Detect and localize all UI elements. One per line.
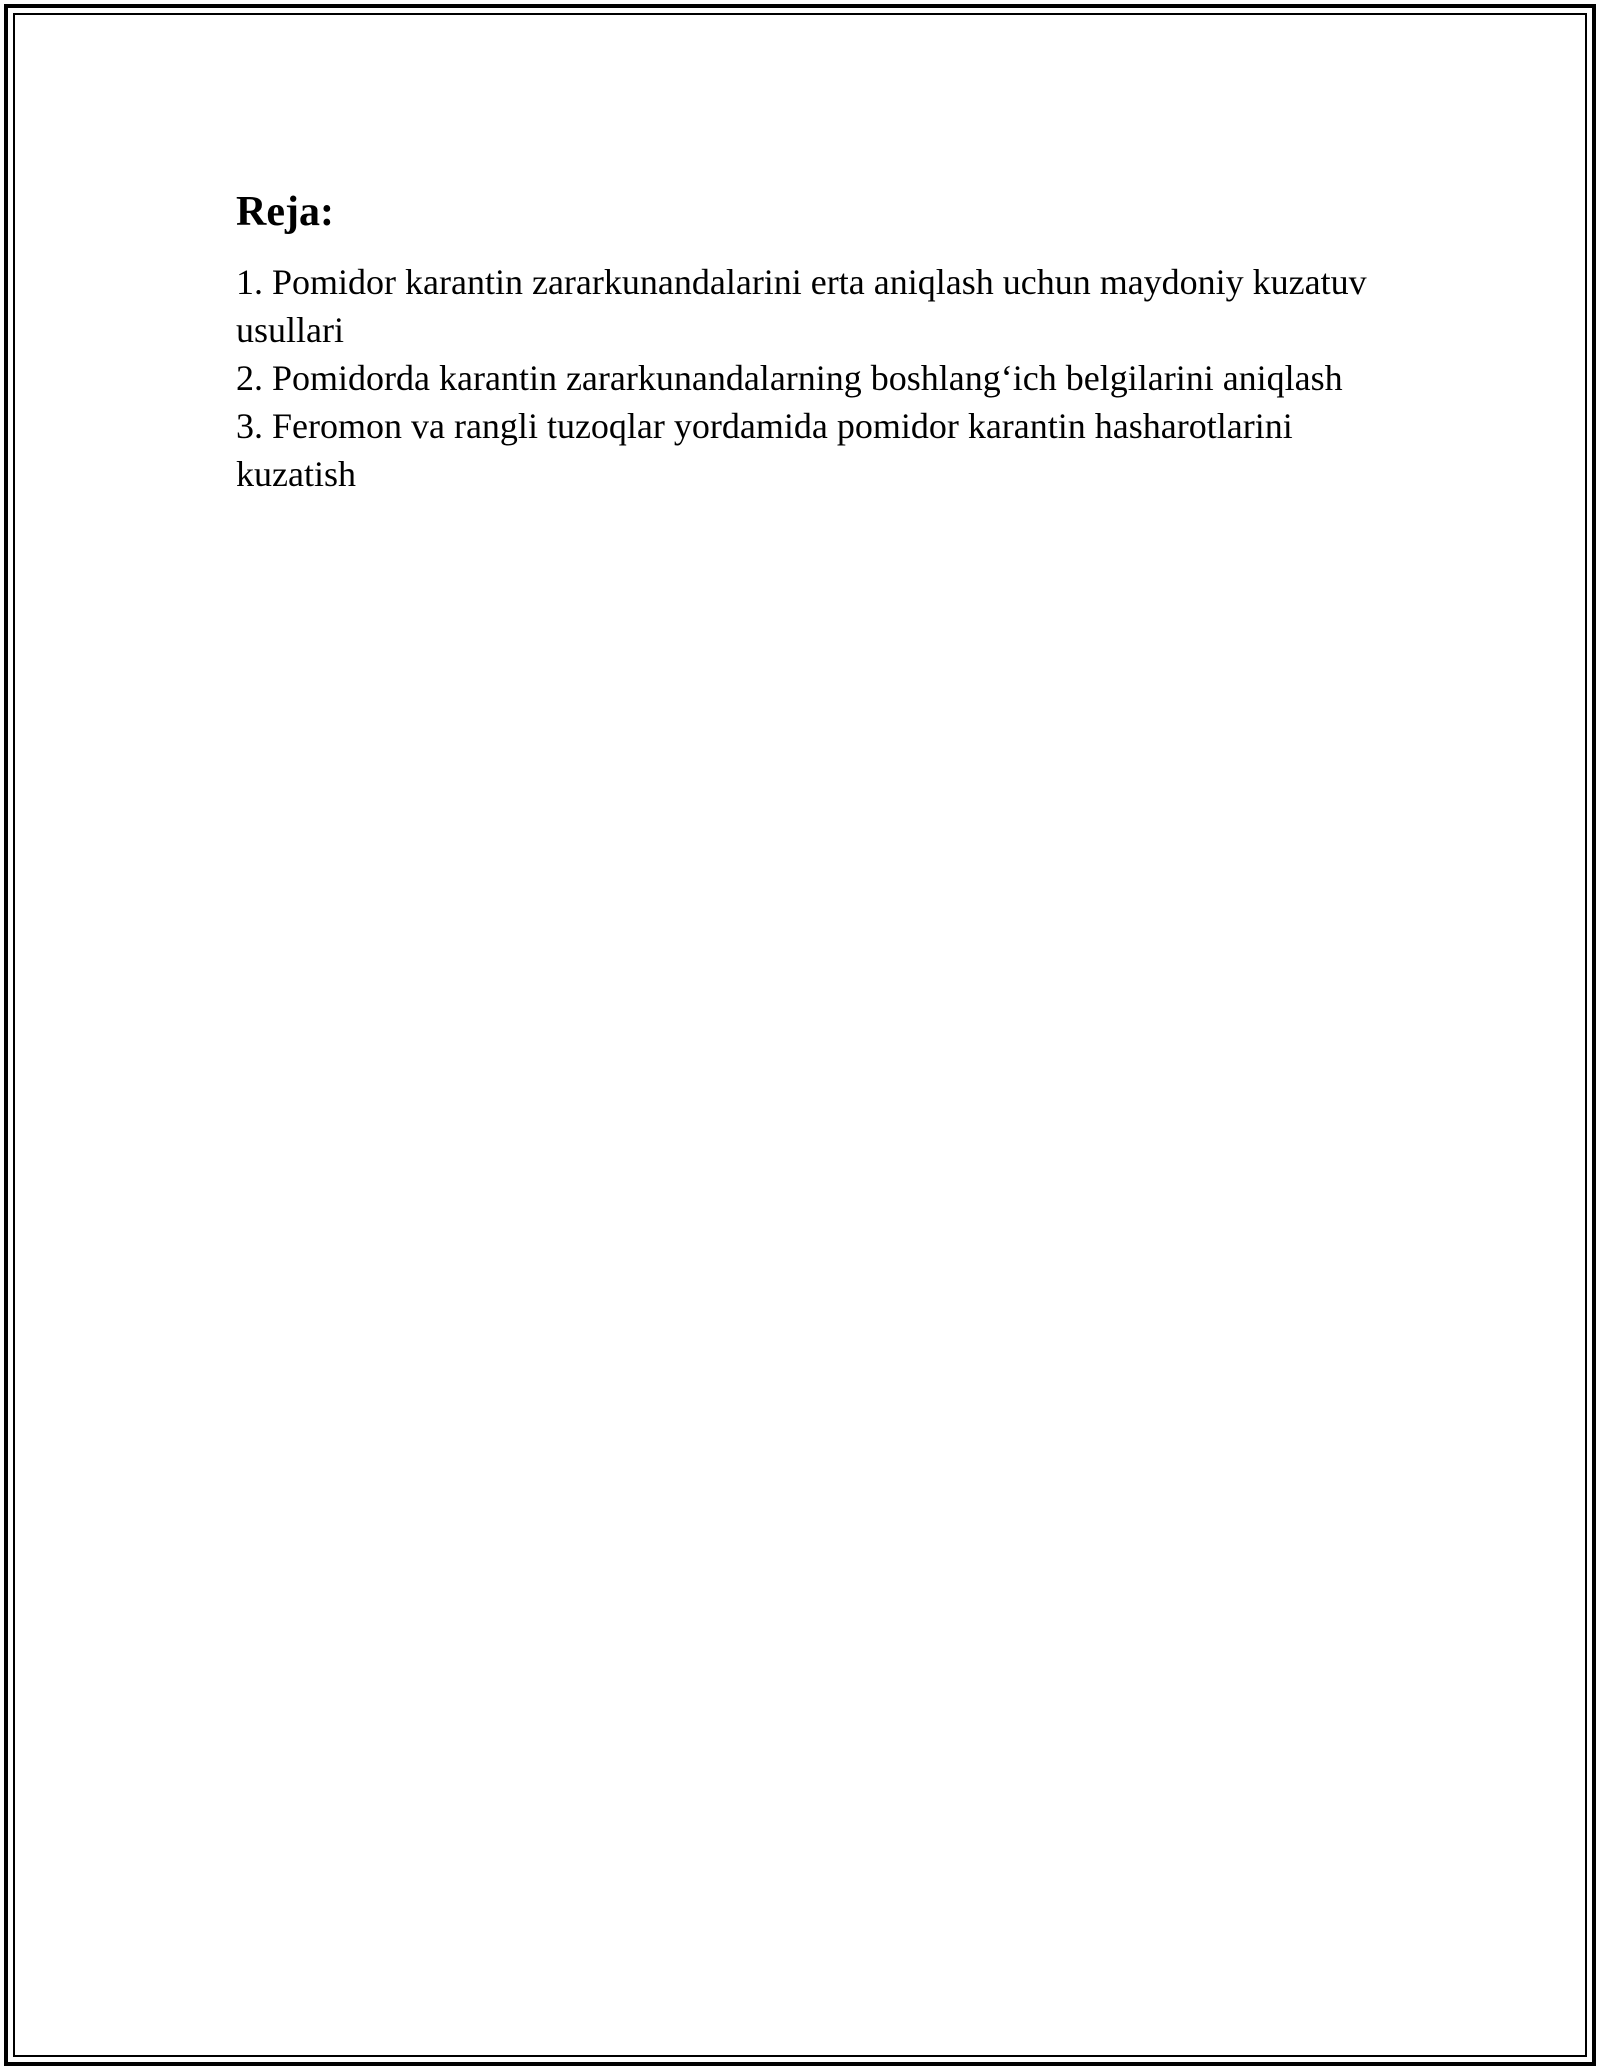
plan-item-1: 1. Pomidor karantin zararkunandalarini erta aniqlash uchun maydoniy kuzatuv usullari <box>236 262 1367 350</box>
page-content <box>236 186 1386 498</box>
plan-item-3: 3. Feromon va rangli tuzoqlar yordamida pomidor karantin hasharotlarini kuzatish <box>236 406 1293 494</box>
plan-heading: Reja: <box>236 189 334 235</box>
plan-list <box>236 258 1386 498</box>
plan-item-2: 2. Pomidorda karantin zararkunandalarning boshlang‘ich belgilarini aniqlash <box>236 358 1343 398</box>
